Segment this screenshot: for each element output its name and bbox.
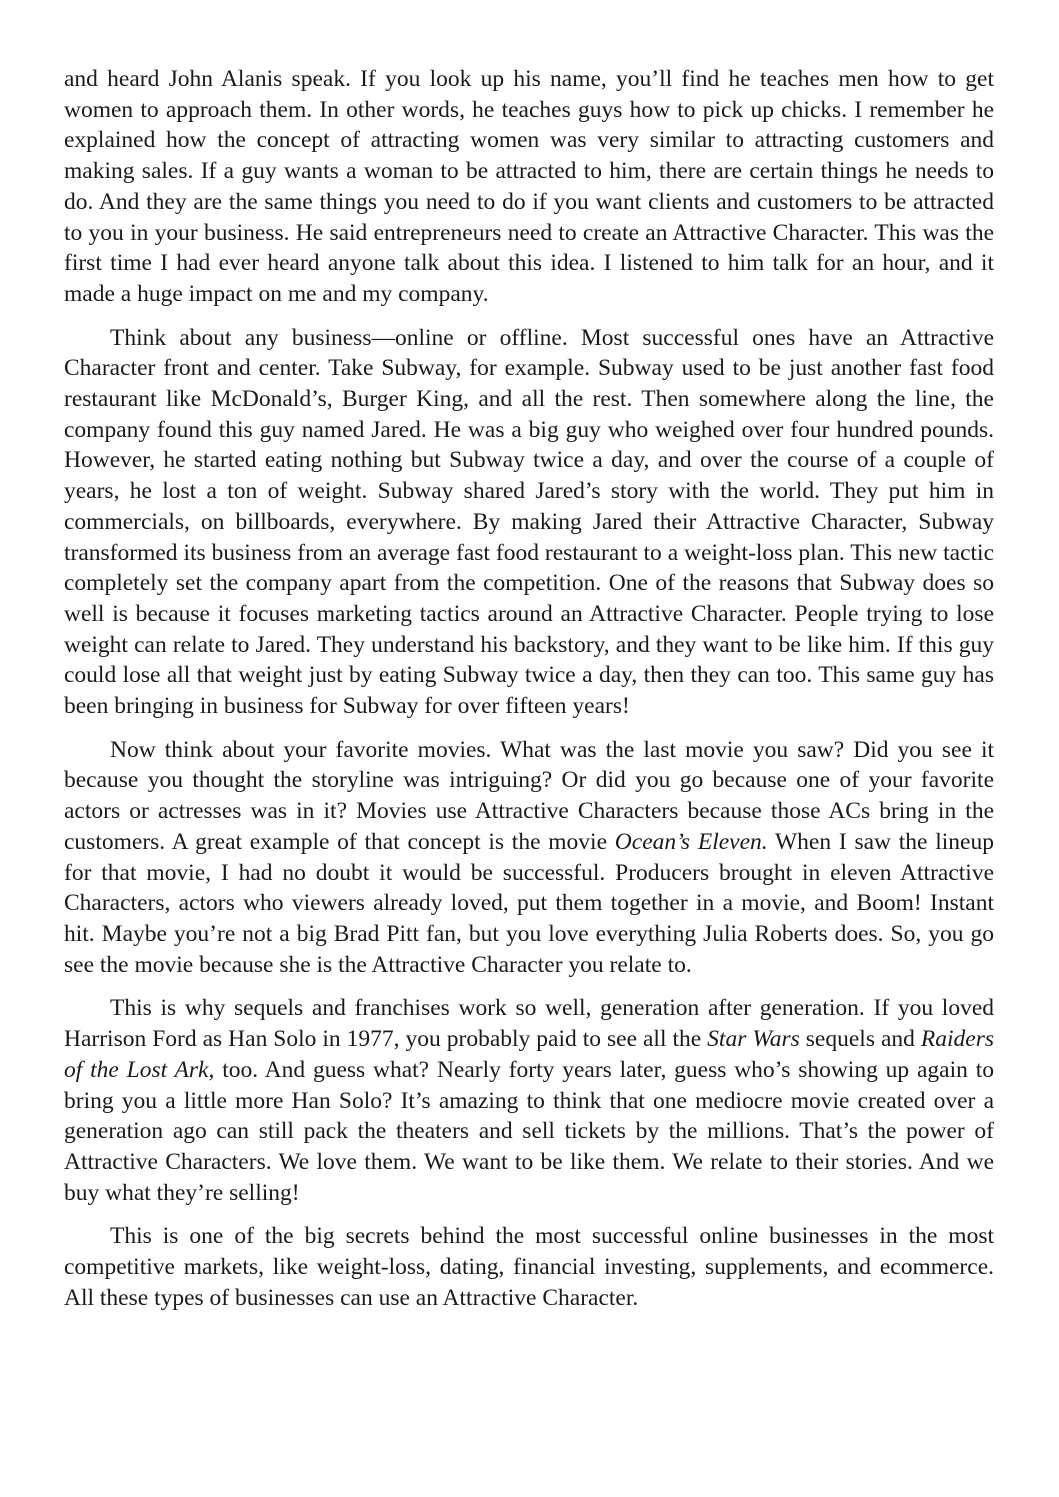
movie-title-star-wars: Star Wars — [707, 1026, 800, 1053]
paragraph-text: and heard John Alanis speak. If you look up his name, you’ll find he teaches men how to get women to approach them. In other words, he teaches guys how to pick up chicks. I remember he explained how the concept of attracting women was very similar to attracting customers and making sales. If a guy wants a woman to be attracted to him, there are certain things he needs to do. And they are the same things you need to do if you want clients and customers to be attracted to you in your business. He said entrepreneurs need to create an Attractive Character. This was the first time I had ever heard anyone talk about this idea. I listened to him talk for an hour, and it made a huge impact on me and my company. — [64, 66, 994, 307]
paragraph-text: Think about any business—online or offline. Most successful ones have an Attractive Character front and center. Take Subway, for example. Subway used to be just another fast food restaurant like McDonald’s, Burger King, and all the rest. Then somewhere along the line, the company found this guy named Jared. He was a big guy who weighed over four hundred pounds. However, he started eating nothing but Subway twice a day, and over the course of a couple of years, he lost a ton of weight. Subway shared Jared’s story with the world. They put him in commercials, on billboards, everywhere. By making Jared their Attractive Character, Subway transformed its business from an average fast food restaurant to a weight-loss plan. This new tactic completely set the company apart from the competition. One of the reasons that Subway does so well is because it focuses marketing tactics around an Attractive Character. People trying to lose weight can relate to Jared. They understand his backstory, and they want to be like him. If this guy could lose all that weight just by eating Subway twice a day, then they can too. This same guy has been bringing in business for Subway for over fifteen years! — [64, 324, 994, 720]
movie-title-raiders: Raiders of the Lost Ark, — [64, 1026, 994, 1083]
paragraph-5 — [64, 1221, 994, 1313]
paragraph-text: Now think about your favorite movies. What was the last movie you saw? Did you see it because you thought the storyline was intriguing? Or did you go because one of your favorite actors or actresses was in it? Movies use Attractive Characters because those ACs bring in the customers. A great example of that concept is the movie — [64, 736, 994, 855]
paragraph-2 — [64, 323, 994, 722]
movie-title-oceans-eleven: Ocean’s Eleven. — [614, 828, 768, 855]
paragraph-text: This is one of the big secrets behind the most successful online businesses in the most competitive markets, like weight-loss, dating, financial investing, supplements, and ecommerce. All these types of businesses can use an Attractive Character. — [64, 1223, 994, 1311]
paragraph-4 — [64, 993, 994, 1208]
paragraph-text: This is why sequels and franchises work so well, generation after generation. If you loved Harrison Ford as Han Solo in 1977, you probably paid to see all the — [64, 995, 994, 1053]
page-body — [64, 64, 994, 1326]
paragraph-text: too. And guess what? Nearly forty years later, guess who’s showing up again to bring you a little more Han Solo? It’s amazing to think that one mediocre movie created over a generation ago can still pack the theaters and sell tickets by the millions. That’s the power of Attractive Characters. We love them. We want to be like them. We relate to their stories. And we buy what they’re selling! — [64, 1056, 995, 1206]
paragraph-text: When I saw the lineup for that movie, I had no doubt it would be successful. Producers brought in eleven Attractive Characters, actors who viewers already loved, put them together in a movie, and Boom! Instant hit. Maybe you’re not a big Brad Pitt fan, but you love everything Julia Roberts does. So, you go see the movie because she is the Attractive Character you relate to. — [64, 828, 994, 978]
paragraph-text: sequels and — [799, 1026, 921, 1053]
paragraph-3 — [64, 735, 994, 981]
paragraph-1 — [64, 64, 994, 310]
